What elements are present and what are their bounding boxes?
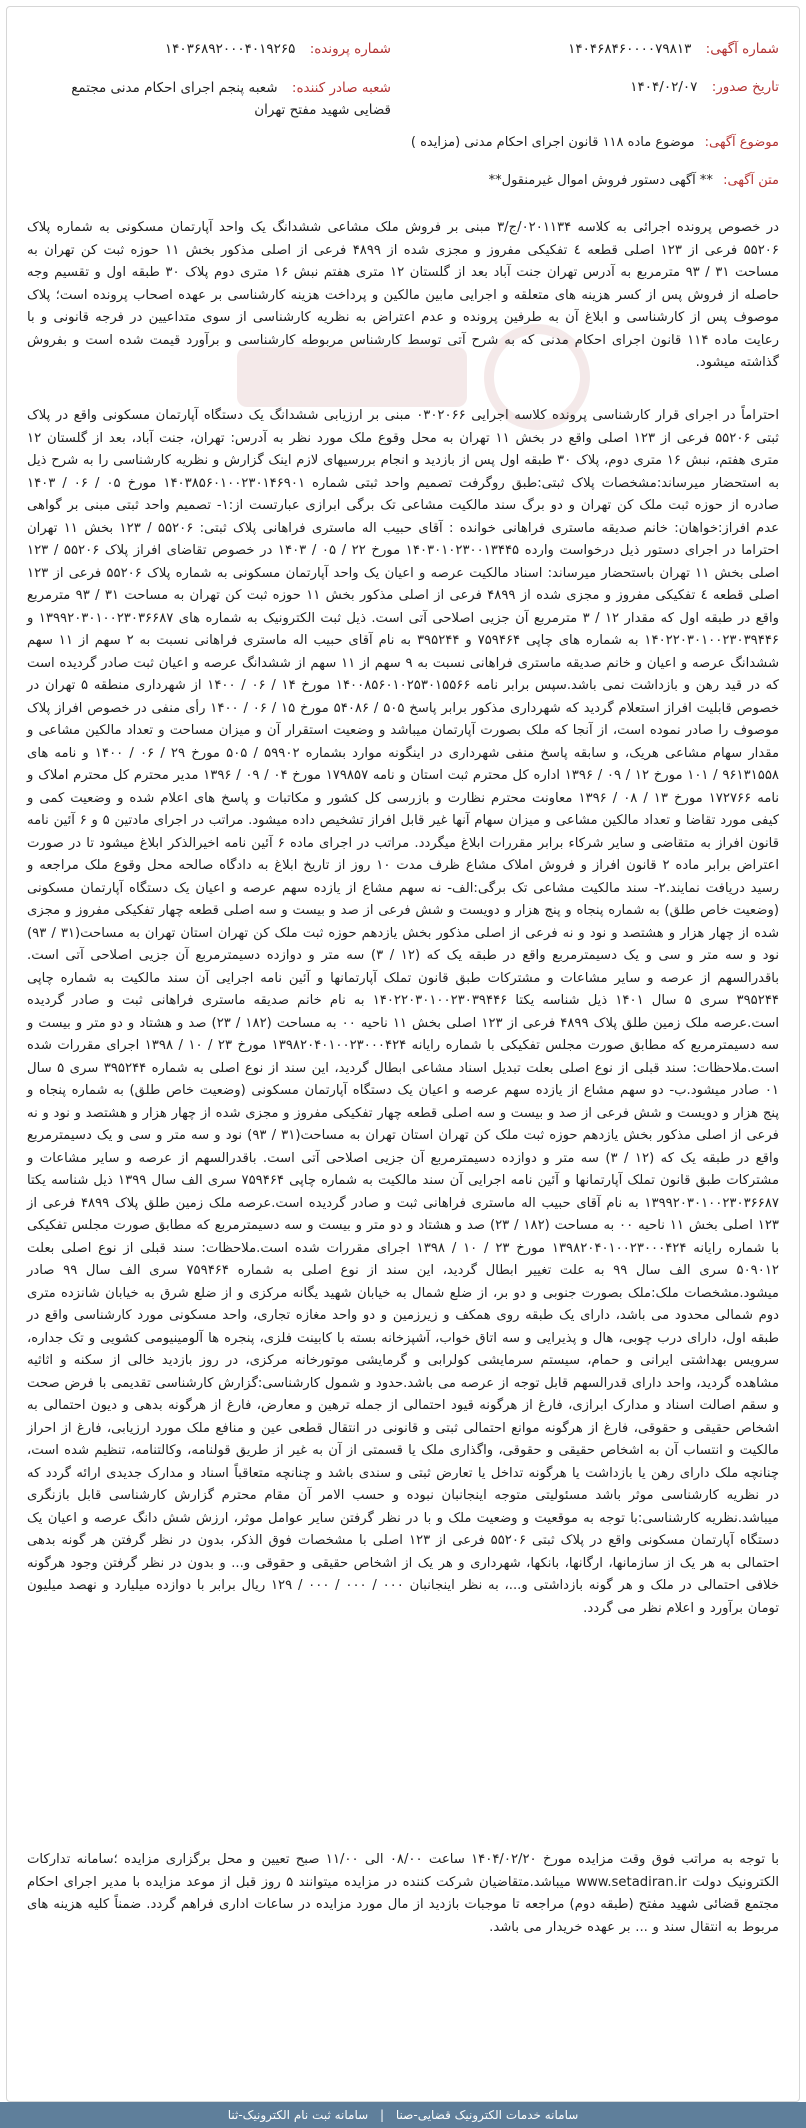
footer-link-sana[interactable]: سامانه خدمات الکترونیک قضایی-صنا bbox=[395, 2108, 579, 2122]
footer-separator: | bbox=[380, 2108, 385, 2122]
file-number-label: شماره پرونده: bbox=[309, 41, 391, 57]
footer-bar bbox=[0, 2102, 806, 2128]
ad-subject-label: موضوع آگهی: bbox=[704, 135, 779, 150]
issue-date-label: تاریخ صدور: bbox=[711, 79, 779, 95]
ad-text-label: متن آگهی: bbox=[723, 173, 779, 188]
body-paragraph-auction-details: با توجه به مراتب فوق وقت مزایده مورخ ۱۴۰۴/۰۲/۲۰ ساعت ۰۸/۰۰ الی ۱۱/۰۰ صبح تعیین و محل برگزاری مزایده ؛سامانه تدارکات الکترونیک دولت www.setadiran.ir میباشد.متقاضیان شرکت کننده در مزایده میتوانند ۵ روز قبل از موعد مزایده با مدیر اجرای احکام مجتمع قضائی شهید مفتح (طبقه دوم) مراجعه تا موجبات بازدید از مال مورد مزایده در ساعات اداری فراهم گردد. ضمناً کلیه هزینه های مربوط به انتقال سند و ... بر عهده خریدار می باشد. bbox=[27, 1852, 780, 1935]
notice-card bbox=[6, 6, 800, 2102]
issue-date-value: ۱۴۰۴/۰۲/۰۷ bbox=[630, 79, 698, 95]
ad-subject-value: موضوع ماده ۱۱۸ قانون اجرای احکام مدنی (مزایده ) bbox=[410, 135, 695, 150]
file-number-value: ۱۴۰۳۶۸۹۲۰۰۰۴۰۱۹۲۶۵ bbox=[164, 41, 296, 57]
body-paragraph-expert-report: احتراماً در اجرای قرار کارشناسی پرونده کلاسه اجرایی ۰۳۰۲۰۶۶ مبنی بر ارزیابی ششدانگ یک دستگاه آپارتمان مسکونی واقع در پلاک ثبتی ۵۵۲۰۶ فرعی از ۱۲۳ اصلی واقع در بخش ۱۱ تهران به محل وقوع ملک مورد نظر به آدرس: تهران، جنت آباد، بعد از گلستان ۱۲ متری هفتم، نبش ۱۶ متری دوم، پلاک ۳۰ طبقه اول پس از بازدید و انجام بررسیهای لازم اینک گزارش و نظریه کارشناسی را به شرح ذیل به استحضار میرساند:مشخصات پلاک ثبتی:طبق روگرفت تصمیم واحد ثبتی شماره ۱۴۰۳۸۵۶۰۱۰۰۲۳۰۱۴۶۹۰۱ مورخ ۰۵ / ۰۶ / ۱۴۰۳ صادره از حوزه ثبت ملک کن تهران و دو برگ سند مالکیت مشاعی تک برگی ابرازی عبارتست از:۱- تصمیم واحد ثبتی مبنی بر گواهی عدم افراز:خواهان: خانم صدیقه ماستری فراهانی خوانده : آقای حبیب اله ماستری فراهانی پلاک ثبتی: ۵۵۲۰۶ / ۱۲۳ بخش ۱۱ تهران احتراما در اجرای دستور ذیل درخواست وارده ۱۴۰۳۰۱۰۲۳۰۰۱۳۴۴۵ مورخ ۲۲ / ۰۵ / ۱۴۰۳ در خصوص تقاضای افراز پلاک ۵۵۲۰۶ / ۱۲۳ اصلی بخش ۱۱ تهران باستحضار میرساند: اسناد مالکیت عرصه و اعیان یک واحد آپارتمان مسکونی به شماره پلاک ۵۵۲۰۶ فرعی از ۱۲۳ اصلی قطعه ٤ تفکیکی مفروز و مجزی شده از ۴۸۹۹ فرعی از اصلی مذکور بخش ۱۱ حوزه ثبت کن تهران به مساحت ۳۱ / ۹۳ مترمربع واقع در طبقه اول که مقدار ۱۲ / ۳ مترمربع آن جزیی اصلاحی آتی است. ذیل ثبت الکترونیک به شماره های ۱۳۹۹۲۰۳۰۱۰۰۲۳۰۳۶۶۸۷ و ۱۴۰۲۲۰۳۰۱۰۰۲۳۰۳۹۴۴۶ به شماره های چاپی ۷۵۹۴۶۴ و ۳۹۵۲۴۴ به نام آقای حبیب اله ماستری فراهانی نسبت به ۲ سهم از ۱۱ سهم ششدانگ عرصه و اعیان و خانم صدیقه ماستری فراهانی نسبت به ۹ سهم از ۱۱ سهم از ششدانگ عرصه و اعیان ثبت صادر گردیده است که در قید رهن و بازداشت نمی باشد.سپس برابر نامه ۱۴۰۰۸۵۶۰۱۰۲۵۳۰۱۵۵۶۶ مورخ ۱۴ / ۰۶ / ۱۴۰۰ از شهرداری منطقه ۵ تهران در خصوص قابلیت افراز استعلام گردید که شهرداری مذکور برابر پاسخ ۵۰۵ / ۵۴۰۸۶ مورخ ۱۵ / ۰۶ / ۱۴۰۰ رأی منفی در خصوص افراز پلاک موصوف را صادر نموده است، از آنجا که ملک بصورت آپارتمان میباشد و وضعیت استقرار آن و میزان مساحت و تعداد مالکین مشاعی و مقدار سهام مشاعی هریک، و سابقه پاسخ منفی شهرداری در اینگونه موارد بشماره ۵۹۹۰۲ / ۵۰۵ مورخ ۲۹ / ۰۶ / ۱۴۰۰ و نامه های ۹۶۱۳۱۵۵۸ / ۱۰۱ مورخ ۱۲ / ۰۹ / ۱۳۹۶ اداره کل محترم ثبت استان و نامه ۱۷۹۸۵۷ مورخ ۰۴ / ۰۹ / ۱۳۹۶ مدیر محترم کل محترم املاک و نامه ۱۷۲۷۶۶ مورخ ۱۳ / ۰۸ / ۱۳۹۶ معاونت محترم نظارت و بازرسی کل کشور و مکاتبات و پاسخ های اعلام شده و وضعیت کمی و کیفی مورد تقاضا و تعداد مالکین مشاعی و میزان سهام آنها غیر قابل افراز تشخیص داده میشود. مراتب در اجرای مادتین ۵ و ۶ آئین نامه قانون افراز به متقاضی و سایر شرکاء برابر مقررات ابلاغ میگردد. مراتب در اجرای ماده ۶ آئین نامه اخیرالذکر ابلاغ میشود تا در صورت اعتراض برابر ماده ۲ قانون افراز و فروش املاک مشاع ظرف مدت ۱۰ روز از تاریخ ابلاغ به دادگاه صالحه محل وقوع ملک مراجعه و رسید دریافت نمایند.۲- سند مالکیت مشاعی تک برگی:الف- نه سهم مشاع از یازده سهم عرصه و اعیان یک دستگاه آپارتمان مسکونی (وضعیت خاص طلق) به شماره پنجاه و پنج هزار و دویست و شش فرعی از صد و بیست و سه اصلی قطعه چهار تفکیکی مفروز و مجزی شده از چهار هزار و هشتصد و نود و نه فرعی از اصلی مذکور بخش یازدهم حوزه ثبت ملک کن تهران استان تهران به مساحت(۳۱ / ۹۳) نود و سه متر و سی و یک دسیمترمربع واقع در طبقه یک که (۱۲ / ۳) سه متر و دوازده دسیمترمربع آن جزیی اصلاحی آتی است. باقدرالسهم از عرصه و سایر مشاعات و مشترکات طبق قانون تملک آپارتمانها و آئین نامه اجرایی آن سند مالکیت به شماره چاپی ۳۹۵۲۴۴ سری ۵ سال ۱۴۰۱ ذیل شناسه یکتا ۱۴۰۲۲۰۳۰۱۰۰۲۳۰۳۹۴۴۶ به نام خانم صدیقه ماستری فراهانی ثبت و صادر گردیده است.عرصه ملک زمین طلق پلاک ۴۸۹۹ فرعی از ۱۲۳ اصلی بخش ۱۱ ناحیه ۰۰ به مساحت (۱۸۲ / ۲۳) صد و هشتاد و دو متر و بیست و سه دسیمترمربع که مطابق صورت مجلس تفکیکی با شماره رایانه ۱۳۹۸۲۰۴۰۱۰۰۲۳۰۰۰۴۲۴ مورخ ۲۳ / ۱۰ / ۱۳۹۸ اجرای مقررات شده است.ملاحظات: سند قبلی از نوع اصلی بعلت تبدیل اسناد مشاعی ابطال گردید، این سند از نوع اصلی به شماره ۳۹۵۲۴۴ سری ۵ سال ۰۱ صادر میشود.ب- دو سهم مشاع از یازده سهم عرصه و اعیان یک دستگاه آپارتمان مسکونی (وضعیت خاص طلق) به شماره پنجاه و پنج هزار و دویست و شش فرعی از صد و بیست و سه اصلی قطعه چهار تفکیکی مفروز و مجزی شده از چهار هزار و هشتصد و نود و نه فرعی از اصلی مذکور بخش یازدهم حوزه ثبت ملک کن تهران استان تهران به مساحت(۳۱ / ۹۳) نود و سه متر و سی و یک دسیمترمربع واقع در طبقه یک که (۱۲ / ۳) سه متر و دوازده دسیمترمربع آن جزیی اصلاحی آتی است. باقدرالسهم از عرصه و سایر مشاعات و مشترکات طبق قانون تملک آپارتمانها و آئین نامه اجرایی آن سند مالکیت به شماره چاپی ۷۵۹۴۶۴ سری الف سال ۱۳۹۹ ذیل شناسه یکتا ۱۳۹۹۲۰۳۰۱۰۰۲۳۰۳۶۶۸۷ به نام آقای حبیب اله ماستری فراهانی ثبت و صادر گردیده است.عرصه ملک زمین طلق پلاک ۴۸۹۹ فرعی از ۱۲۳ اصلی بخش ۱۱ ناحیه ۰۰ به مساحت (۱۸۲ / ۲۳) صد و هشتاد و دو متر و بیست و سه دسیمترمربع که مطابق صورت مجلس تفکیکی با شماره رایانه ۱۳۹۸۲۰۴۰۱۰۰۲۳۰۰۰۴۲۴ مورخ ۲۳ / ۱۰ / ۱۳۹۸ اجرای مقررات شده است.ملاحظات: سند قبلی از نوع اصلی بعلت ۵۰۹۰۱۲ سری الف سال ۹۹ به علت تغییر ابطال گردید، این سند از نوع اصلی به شماره ۷۵۹۴۶۴ سری الف سال ۹۹ صادر میشود.مشخصات ملک:ملک بصورت جنوبی و دو بر، از ضلع شمال به خیابان شهید یگانه مرکزی و از ضلع شرق به خیابان شانزده متری دوم شمالی محدود می باشد، دارای یک طبقه روی همکف و زیرزمین و دو واحد مغازه تجاری، واحد مسکونی مورد کارشناسی واقع در طبقه اول، دارای درب چوبی، هال و پذیرایی و سه اتاق خواب، آشپزخانه بسته با کابینت فلزی، پنجره ها آلومینیومی کشویی و تک جداره، سرویس بهداشتی ایرانی و حمام، سیستم سرمایشی کولرابی و گرمایشی موتورخانه مرکزی، در روز بازدید خالی از سکنه و اثاثیه مشاهده گردید، واحد دارای قدرالسهم قابل توجه از عرصه می باشد.حدود و شمول کارشناسی:گزارش کارشناسی تقدیمی با فرض صحت و سقم اصالت اسناد و مدارک ابرازی، فارغ از هرگونه قیود احتمالی از جمله ترهین و معارض، فارغ از هرگونه بدهی و دیون احتمالی به اشخاص حقیقی و حقوقی، فارغ از هرگونه موانع احتمالی ثبتی و قانونی در انتقال قطعی عین و منافع ملک مورد ارزیابی، فارغ از احراز مالکیت و انتساب آن به اشخاص حقیقی و حقوقی، واگذاری ملک یا قسمتی از آن به غیر از طریق قولنامه، وکالتنامه، تنظیم شده است، چنانچه ملک دارای رهن یا بازداشت یا هرگونه تداخل یا تعارض ثبتی و سندی باشد و چنانچه متعاقباً اسناد و مدارک جدیدی ارائه گردد که در نظریه کارشناسی موثر باشد مسئولیتی متوجه اینجانبان نبوده و حسب الامر آن مقام محترم گزارش کارشناسی قابل بازنگری میباشد.نظریه کارشناسی:با توجه به موقعیت و وضعیت ملک و با در نظر گرفتن سایر عوامل موثر، ارزش شش دانگ عرصه و اعیان یک دستگاه آپارتمان مسکونی واقع در پلاک ثبتی ۵۵۲۰۶ فرعی از ۱۲۳ اصلی با مشخصات فوق الذکر، بدون در نظر گرفتن هر گونه بدهی احتمالی به هر یک از سازمانها، ارگانها، بانکها، شهرداری و هر یک از اشخاص حقیقی و حقوقی و... و بدون در نظر گرفتن وجود هرگونه خلافی احتمالی در ملک و هر گونه بازداشتی و...، به نظر اینجانبان ۰۰۰ / ۰۰۰ / ۰۰۰ / ۱۲۹ ریال برابر با دوازده میلیارد و نهصد میلیون تومان برآورد و اعلام نظر می گردد. bbox=[27, 408, 780, 1616]
issue-date-row bbox=[630, 79, 779, 95]
ad-text bbox=[489, 173, 779, 188]
ad-number-row bbox=[568, 41, 779, 57]
footer-link-sana-registration[interactable]: سامانه ثبت نام الکترونیک-ثنا bbox=[227, 2108, 369, 2122]
ad-number-value: ۱۴۰۴۶۸۴۶۰۰۰۰۷۹۸۱۳ bbox=[568, 41, 692, 57]
body-paragraph-intro: در خصوص پرونده اجرائی به کلاسه ۰۲۰۱۱۳۴/ج/۳ مبنی بر فروش ملک مشاعی ششدانگ یک واحد آپارتمان مسکونی به شماره پلاک ۵۵۲۰۶ فرعی از ۱۲۳ اصلی قطعه ٤ تفکیکی مفروز و مجزی شده از ۴۸۹۹ فرعی از اصلی مذکور بخش ۱۱ حوزه ثبت کن تهران به مساحت ۳۱ / ۹۳ مترمربع به آدرس تهران جنت آباد بعد از گلستان ۱۲ متری هفتم نبش ۱۶ متری دوم پلاک ۳۰ طبقه اول و تقسیم وجه حاصله از فروش پس از کسر هزینه های متعلقه و اجرایی مابین مالکین و پرداخت هزینه کارشناسی بر عهده اصحاب پرونده است؛ پلاک موصوف پس از کارشناسی و ابلاغ آن به طرفین پرونده و عدم اعتراض به نظریه کارشناسی از سوی متداعیین در فرجه قانونی و با رعایت ماده ۱۱۴ قانون اجرای احکام مدنی که به شرح آتی توسط کارشناس مربوطه کارشناسی و برآورد قیمت شده است و بفروش گذاشته میشود. bbox=[27, 220, 779, 370]
ad-number-label: شماره آگهی: bbox=[705, 41, 779, 57]
issuing-branch-value: شعبه پنجم اجرای احکام مدنی مجتمع قضایی شهید مفتح تهران bbox=[71, 80, 391, 118]
issuing-branch-label: شعبه صادر کننده: bbox=[291, 80, 391, 96]
file-number-row bbox=[165, 41, 391, 57]
ad-text-value: ** آگهی دستور فروش اموال غیرمنقول** bbox=[488, 173, 713, 188]
ad-subject bbox=[411, 135, 779, 150]
issuing-branch-row bbox=[61, 77, 391, 121]
